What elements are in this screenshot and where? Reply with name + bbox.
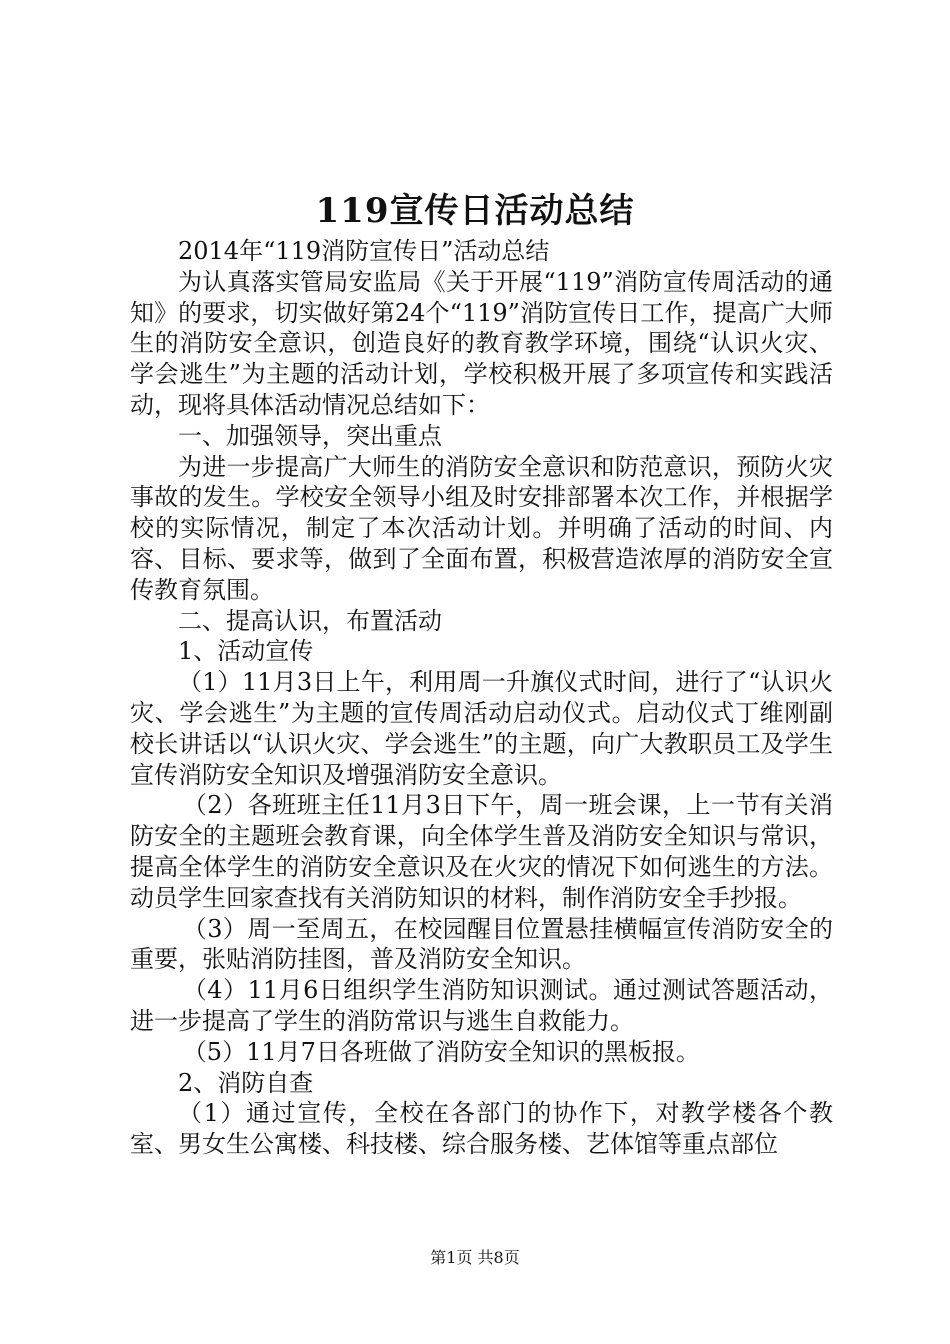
paragraph-subtitle: 2014年“119消防宣传日”活动总结	[178, 237, 550, 265]
page-footer: 第1页 共8页	[430, 1248, 520, 1267]
document-body	[130, 236, 833, 1160]
subsection-heading-2: 2、消防自查	[178, 1068, 314, 1097]
list-item-6: （1）通过宣传，全校在各部门的协作下，对教学楼各个教室、男女生公寓楼、科技楼、综合服务楼、艺体馆等重点部位	[130, 1099, 833, 1159]
list-item-4: （4）11月6日组织学生消防知识测试。通过测试答题活动，进一步提高了学生的消防常识与逃生自救能力。	[130, 976, 833, 1035]
section-heading-1: 一、加强领导，突出重点	[178, 421, 442, 450]
subsection-heading-1: 1、活动宣传	[178, 637, 314, 666]
list-item-1: （1）11月3日上午，利用周一升旗仪式时间，进行了“认识火灾、学会逃生”为主题的宣传周活动启动仪式。启动仪式丁维刚副校长讲话以“认识火灾、学会逃生”的主题，向广大教职员工及学生宣传消防安全知识及增强消防安全意识。	[130, 668, 833, 789]
list-item-2: （2）各班班主任11月3日下午，周一班会课，上一节有关消防安全的主题班会教育课，向全体学生普及消防安全知识与常识，提高全体学生的消防安全意识及在火灾的情况下如何逃生的方法。动员学生回家查找有关消防知识的材料，制作消防安全手抄报。	[130, 791, 833, 912]
paragraph-section-1: 为进一步提高广大师生的消防安全意识和防范意识，预防火灾事故的发生。学校安全领导小组及时安排部署本次工作，并根据学校的实际情况，制定了本次活动计划。并明确了活动的时间、内容、目标、要求等，做到了全面布置，积极营造浓厚的消防安全宣传教育氛围。	[130, 452, 833, 604]
document-title: 119宣传日活动总结	[315, 191, 635, 231]
section-heading-2: 二、提高认识，布置活动	[178, 606, 442, 635]
list-item-5: （5）11月7日各班做了消防安全知识的黑板报。	[182, 1037, 700, 1066]
paragraph-intro: 为认真落实管局安监局《关于开展“119”消防宣传周活动的通知》的要求，切实做好第24个“119”消防宣传日工作，提高广大师生的消防安全意识，创造良好的教育教学环境，围绕“认识火灾、学会逃生”为主题的活动计划，学校积极开展了多项宣传和实践活动，现将具体活动情况总结如下：	[130, 267, 833, 419]
list-item-3: （3）周一至周五，在校园醒目位置悬挂横幅宣传消防安全的重要，张贴消防挂图，普及消防安全知识。	[130, 914, 833, 974]
